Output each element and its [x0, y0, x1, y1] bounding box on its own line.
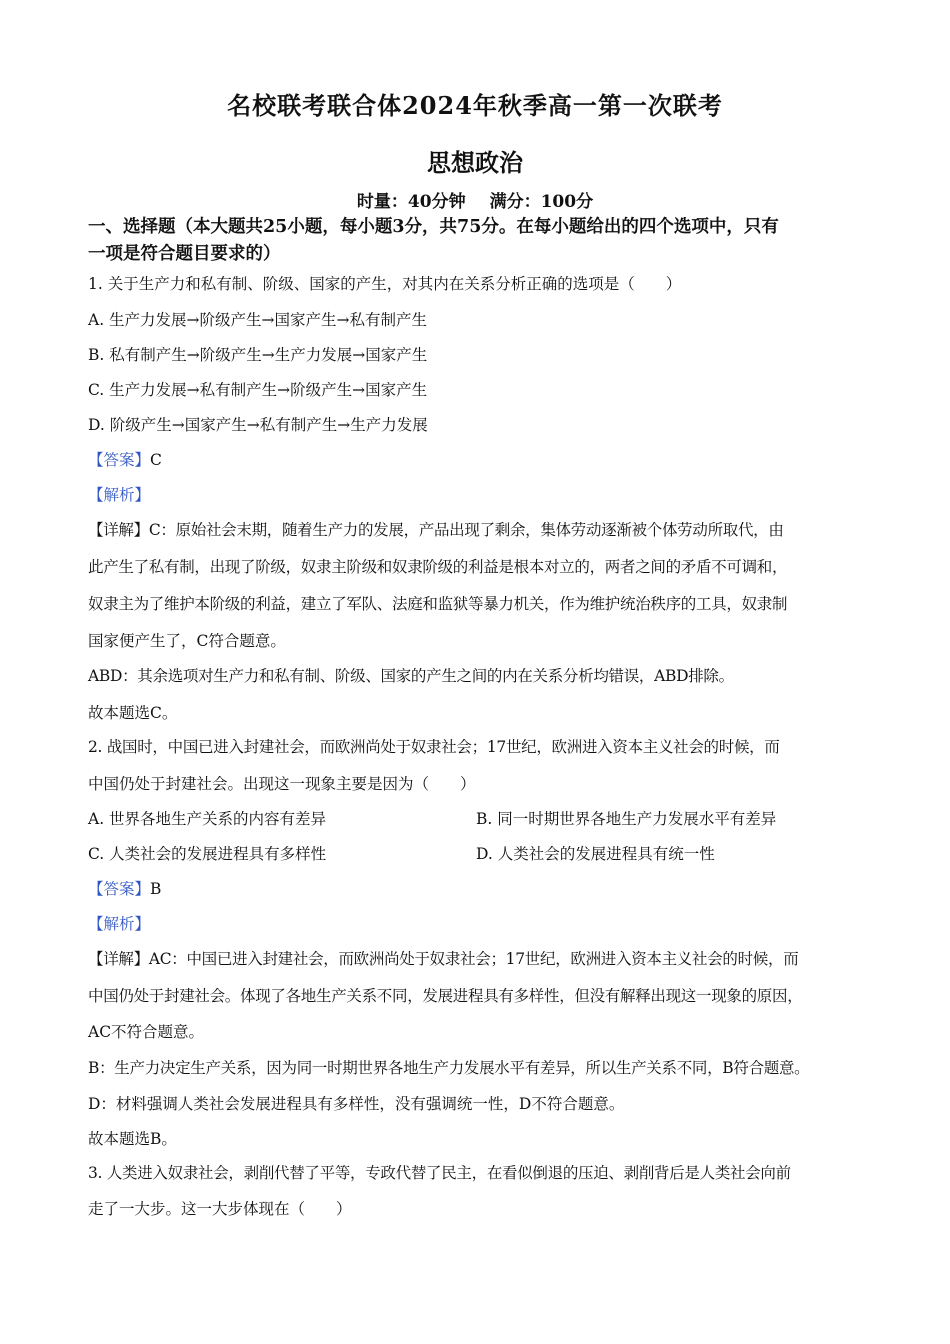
subject-title: 思想政治	[427, 148, 523, 177]
section-heading-line: 一项是符合题目要求的）	[88, 244, 281, 264]
analysis-tag: 【解析】	[88, 486, 151, 504]
q2-extra-line: B：生产力决定生产关系，因为同一时期世界各地生产力发展水平有差异，所以生产关系不同，B符合题意。	[88, 1059, 810, 1077]
q2-analysis	[88, 914, 878, 934]
q1-detail-line	[88, 520, 878, 540]
q2-extra-line: D：材料强调人类社会发展进程具有多样性，没有强调统一性，D不符合题意。	[88, 1095, 625, 1113]
q2-option-b: B. 同一时期世界各地生产力发展水平有差异	[476, 810, 777, 828]
q1-option-b: B. 私有制产生→阶级产生→生产力发展→国家产生	[88, 346, 428, 364]
time-limit: 时量：40分钟	[356, 192, 466, 212]
detail-text: AC：中国已进入封建社会，而欧洲尚处于奴隶社会；17世纪，欧洲进入资本主义社会的时候，而	[148, 950, 799, 968]
detail-tag: 【详解】	[88, 521, 149, 539]
exam-meta	[0, 187, 950, 212]
q1-detail-line: 此产生了私有制，出现了阶级，奴隶主阶级和奴隶阶级的利益是根本对立的，两者之间的矛盾不可调和，	[88, 558, 788, 576]
q2-stem-line: 中国仍处于封建社会。出现这一现象主要是因为（ ）	[88, 775, 476, 793]
q2-extra-line: 故本题选B。	[88, 1130, 177, 1148]
q1-stem: 1. 关于生产力和私有制、阶级、国家的产生，对其内在关系分析正确的选项是（ ）	[88, 275, 682, 293]
q2-answer	[88, 879, 878, 899]
answer-value: C	[150, 451, 162, 469]
q1-detail-line: 奴隶主为了维护本阶级的利益，建立了军队、法庭和监狱等暴力机关，作为维护统治秩序的工具，奴隶制	[88, 595, 788, 613]
q2-stem-line: 2. 战国时，中国已进入封建社会，而欧洲尚处于奴隶社会；17世纪，欧洲进入资本主义社会的时候，而	[88, 738, 780, 756]
section-heading-line: 一、选择题（本大题共25小题，每小题3分，共75分。在每小题给出的四个选项中，只有	[88, 217, 779, 237]
section-heading	[88, 214, 858, 268]
q1-detail-line: 国家便产生了，C符合题意。	[88, 632, 286, 650]
q2-option-d: D. 人类社会的发展进程具有统一性	[476, 845, 715, 863]
full-score: 满分：100分	[489, 192, 594, 212]
q3-stem-line: 3. 人类进入奴隶社会，剥削代替了平等，专政代替了民主，在看似倒退的压迫、剥削背后是人类社会向前	[88, 1164, 791, 1182]
q2-option-c: C. 人类社会的发展进程具有多样性	[88, 845, 327, 863]
q1-option-d: D. 阶级产生→国家产生→私有制产生→生产力发展	[88, 416, 428, 434]
detail-tag: 【详解】	[88, 950, 149, 968]
q2-detail-line: AC不符合题意。	[88, 1023, 205, 1041]
q1-option-c: C. 生产力发展→私有制产生→阶级产生→国家产生	[88, 381, 428, 399]
q1-option-a: A. 生产力发展→阶级产生→国家产生→私有制产生	[88, 311, 428, 329]
detail-text: C：原始社会末期，随着生产力的发展，产品出现了剩余，集体劳动逐渐被个体劳动所取代，由	[148, 521, 784, 539]
q1-answer	[88, 450, 878, 470]
q1-extra-line: 故本题选C。	[88, 704, 178, 722]
q2-detail-line: 中国仍处于封建社会。体现了各地生产关系不同，发展进程具有多样性，但没有解释出现这一现象的原因，	[88, 987, 803, 1005]
answer-tag: 【答案】	[88, 880, 151, 898]
exam-title: 名校联考联合体2024年秋季高一第一次联考	[227, 91, 723, 120]
q2-detail-line	[88, 949, 878, 969]
q1-analysis	[88, 485, 878, 505]
q1-extra-line: ABD：其余选项对生产力和私有制、阶级、国家的产生之间的内在关系分析均错误，ABD排除。	[88, 667, 734, 685]
answer-value: B	[150, 880, 162, 898]
analysis-tag: 【解析】	[88, 915, 151, 933]
answer-tag: 【答案】	[88, 451, 151, 469]
q3-stem-line: 走了一大步。这一大步体现在（ ）	[88, 1200, 352, 1218]
q2-option-a: A. 世界各地生产关系的内容有差异	[88, 810, 327, 828]
